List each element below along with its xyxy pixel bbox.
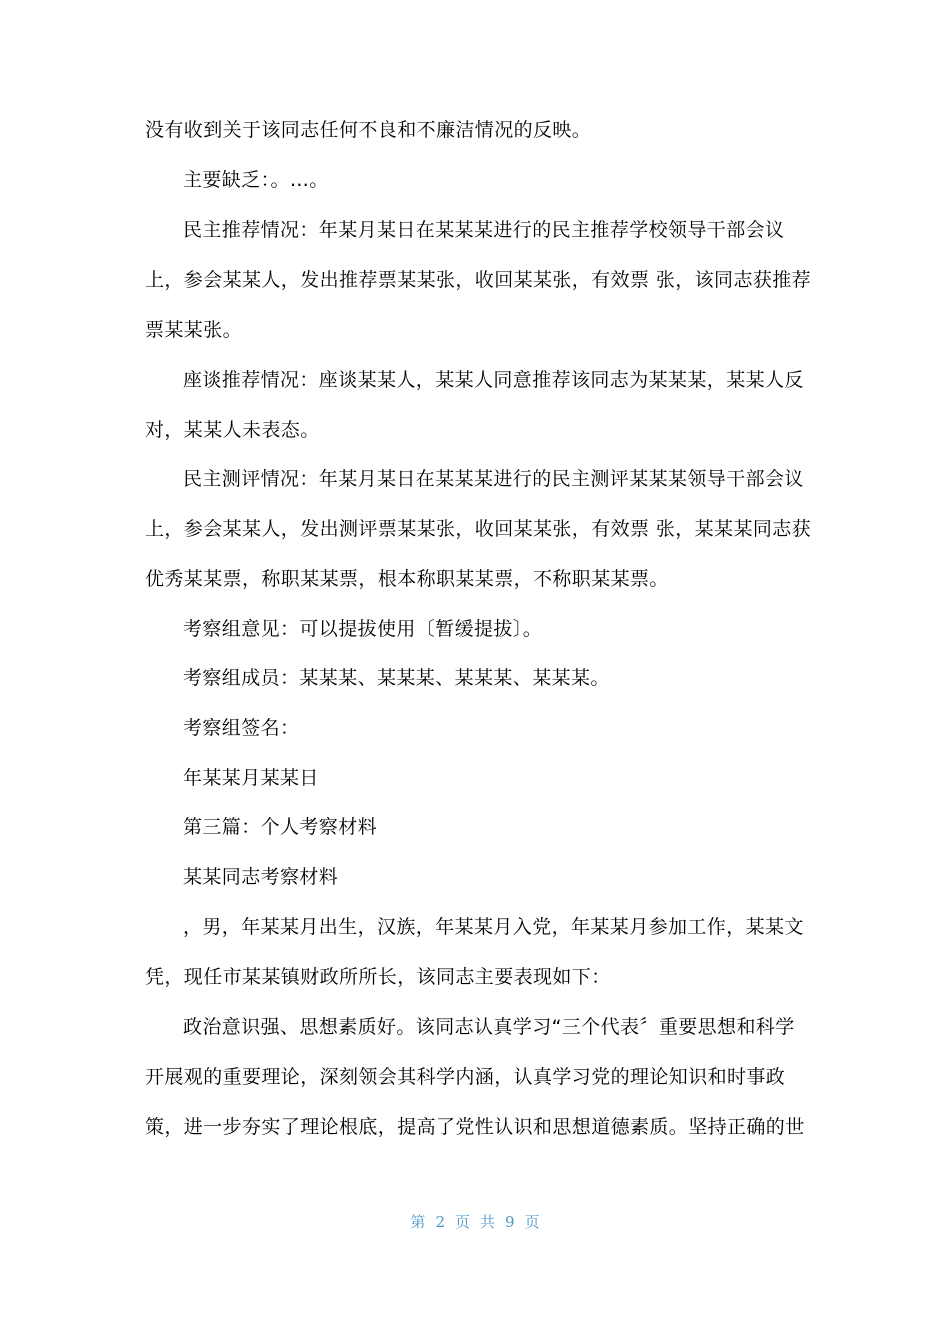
- paragraph-line: 凭，现任市某某镇财政所所长，该同志主要表现如下：: [145, 966, 611, 988]
- paragraph-line: 没有收到关于该同志任何不良和不廉洁情况的反映。: [145, 119, 592, 141]
- paragraph-line: 考察组意见：可以提拔使用〔暂缓提拔〕。: [183, 618, 543, 640]
- paragraph-line: 考察组签名：: [183, 717, 300, 739]
- paragraph-line: ，男，年某某月出生，汉族，年某某月入党，年某某月参加工作，某某文: [183, 916, 804, 938]
- total-pages-number: 9: [505, 1213, 515, 1231]
- document-title: 某某同志考察材料: [183, 866, 339, 888]
- section-heading: 第三篇：个人考察材料: [183, 816, 378, 838]
- page-footer: [0, 1212, 950, 1232]
- paragraph-line: 上，参会某某人，发出推荐票某某张，收回某某张，有效票 张，该同志获推荐: [145, 269, 812, 291]
- page-label-prefix: 第: [410, 1213, 426, 1231]
- paragraph-line: 策，进一步夯实了理论根底，提高了党性认识和思想道德素质。坚持正确的世: [145, 1116, 805, 1138]
- page-label-mid: 页 共: [454, 1213, 496, 1231]
- paragraph-line: 主要缺乏：。…。: [183, 169, 329, 191]
- current-page-number: 2: [435, 1213, 445, 1231]
- page-label-suffix: 页: [524, 1213, 540, 1231]
- paragraph-line: 对，某某人未表态。: [145, 419, 320, 441]
- paragraph-line: 年某某月某某日: [183, 767, 319, 789]
- paragraph-line: 民主测评情况：年某月某日在某某某进行的民主测评某某某领导干部会议: [183, 468, 804, 490]
- paragraph-line: 政治意识强、思想素质好。该同志认真学习“三个代表〞重要思想和科学: [183, 1016, 795, 1038]
- paragraph-line: 票某某张。: [145, 319, 243, 341]
- paragraph-line: 民主推荐情况：年某月某日在某某某进行的民主推荐学校领导干部会议: [183, 219, 785, 241]
- paragraph-line: 座谈推荐情况：座谈某某人，某某人同意推荐该同志为某某某，某某人反: [183, 369, 804, 391]
- paragraph-line: 优秀某某票，称职某某票，根本称职某某票，不称职某某票。: [145, 568, 669, 590]
- paragraph-line: 开展观的重要理论，深刻领会其科学内涵，认真学习党的理论知识和时事政: [145, 1066, 786, 1088]
- paragraph-line: 考察组成员：某某某、某某某、某某某、某某某。: [183, 667, 610, 689]
- paragraph-line: 上，参会某某人，发出测评票某某张，收回某某张，有效票 张，某某某同志获: [145, 518, 812, 540]
